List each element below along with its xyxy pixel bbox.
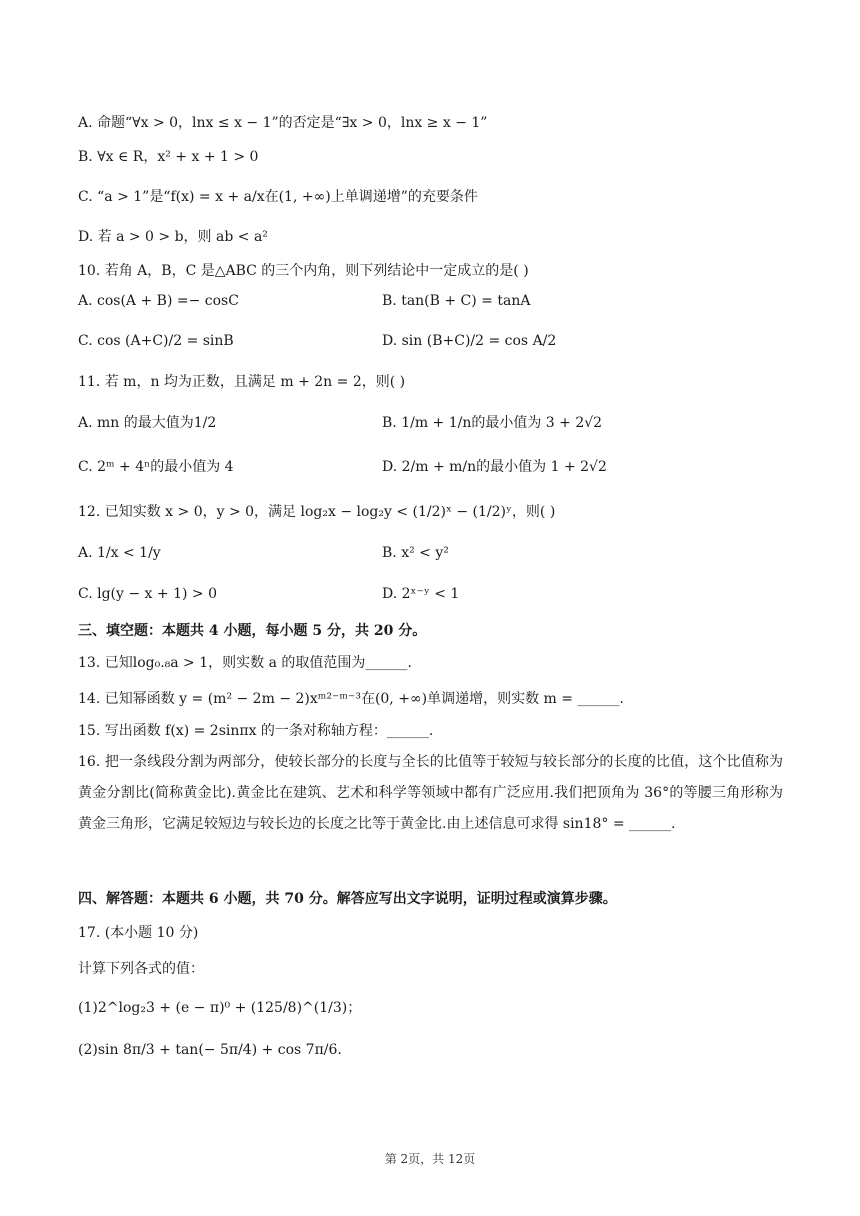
q12-option-c: C. lg(y − x + 1) > 0: [78, 586, 217, 602]
q10-option-d: D. sin (B+C)/2 = cos A/2: [382, 333, 557, 349]
q15: 15. 写出函数 f(x) = 2sinπx 的一条对称轴方程：______.: [78, 723, 434, 739]
q9-option-a: A. 命题“∀x > 0，lnx ≤ x − 1”的否定是“∃x > 0，lnx ≥ x − 1”: [78, 115, 488, 131]
q10-option-a: A. cos(A + B) =− cosC: [78, 293, 239, 309]
q14: 14. 已知幂函数 y = (m² − 2m − 2)xᵐ²⁻ᵐ⁻³在(0, +∞)单调递增，则实数 m = ______.: [78, 691, 624, 707]
q9-option-b: B. ∀x ∈ R，x² + x + 1 > 0: [78, 149, 259, 165]
q17-part-1: (1)2^log₂3 + (e − π)⁰ + (125/8)^(1/3)；: [78, 1000, 362, 1016]
section-4-heading: 四、解答题：本题共 6 小题，共 70 分。解答应写出文字说明，证明过程或演算步骤。: [78, 891, 617, 907]
q9-option-d: D. 若 a > 0 > b，则 ab < a²: [78, 229, 268, 245]
q11-option-c: C. 2ᵐ + 4ⁿ的最小值为 4: [78, 459, 234, 475]
q10-stem: 10. 若角 A，B，C 是△ABC 的三个内角，则下列结论中一定成立的是( ): [78, 263, 529, 279]
q11-option-a: A. mn 的最大值为1/2: [78, 415, 217, 431]
q12-option-a: A. 1/x < 1/y: [78, 545, 161, 561]
q17-title: 17. (本小题 10 分): [78, 925, 199, 941]
q12-option-d: D. 2ˣ⁻ʸ < 1: [382, 586, 460, 602]
q10-option-c: C. cos (A+C)/2 = sinB: [78, 333, 234, 349]
q17-intro: 计算下列各式的值：: [78, 961, 204, 977]
q11-option-b: B. 1/m + 1/n的最小值为 3 + 2√2: [382, 415, 603, 431]
q10-option-b: B. tan(B + C) = tanA: [382, 293, 531, 309]
q11-stem: 11. 若 m，n 均为正数，且满足 m + 2n = 2，则( ): [78, 374, 406, 390]
q9-option-c: C. “a > 1”是“f(x) = x + a/x在(1, +∞)上单调递增”的充要条件: [78, 189, 478, 205]
q12-stem: 12. 已知实数 x > 0，y > 0，满足 log₂x − log₂y < (1/2)ˣ − (1/2)ʸ，则( ): [78, 504, 556, 520]
q16: 16. 把一条线段分割为两部分，使较长部分的长度与全长的比值等于较短与较长部分的长度的比值，这个比值称为黄金分割比(简称黄金比).黄金比在建筑、艺术和科学等领域中都有广泛应用.我们把顶角为 36°的等腰三角形称为黄金三角形，它满足较短边与较长边的长度之比等于黄金比.由上述信息可求得 sin18° = ______.: [78, 754, 783, 832]
section-3-heading: 三、填空题：本题共 4 小题，每小题 5 分，共 20 分。: [78, 623, 427, 639]
page-footer: 第 2页，共 12页: [384, 1152, 476, 1166]
q17-part-2: (2)sin 8π/3 + tan(− 5π/4) + cos 7π/6.: [78, 1042, 342, 1058]
q12-option-b: B. x² < y²: [382, 545, 449, 561]
q13: 13. 已知log₀.₈a > 1，则实数 a 的取值范围为______.: [78, 655, 412, 671]
q11-option-d: D. 2/m + m/n的最小值为 1 + 2√2: [382, 459, 607, 475]
